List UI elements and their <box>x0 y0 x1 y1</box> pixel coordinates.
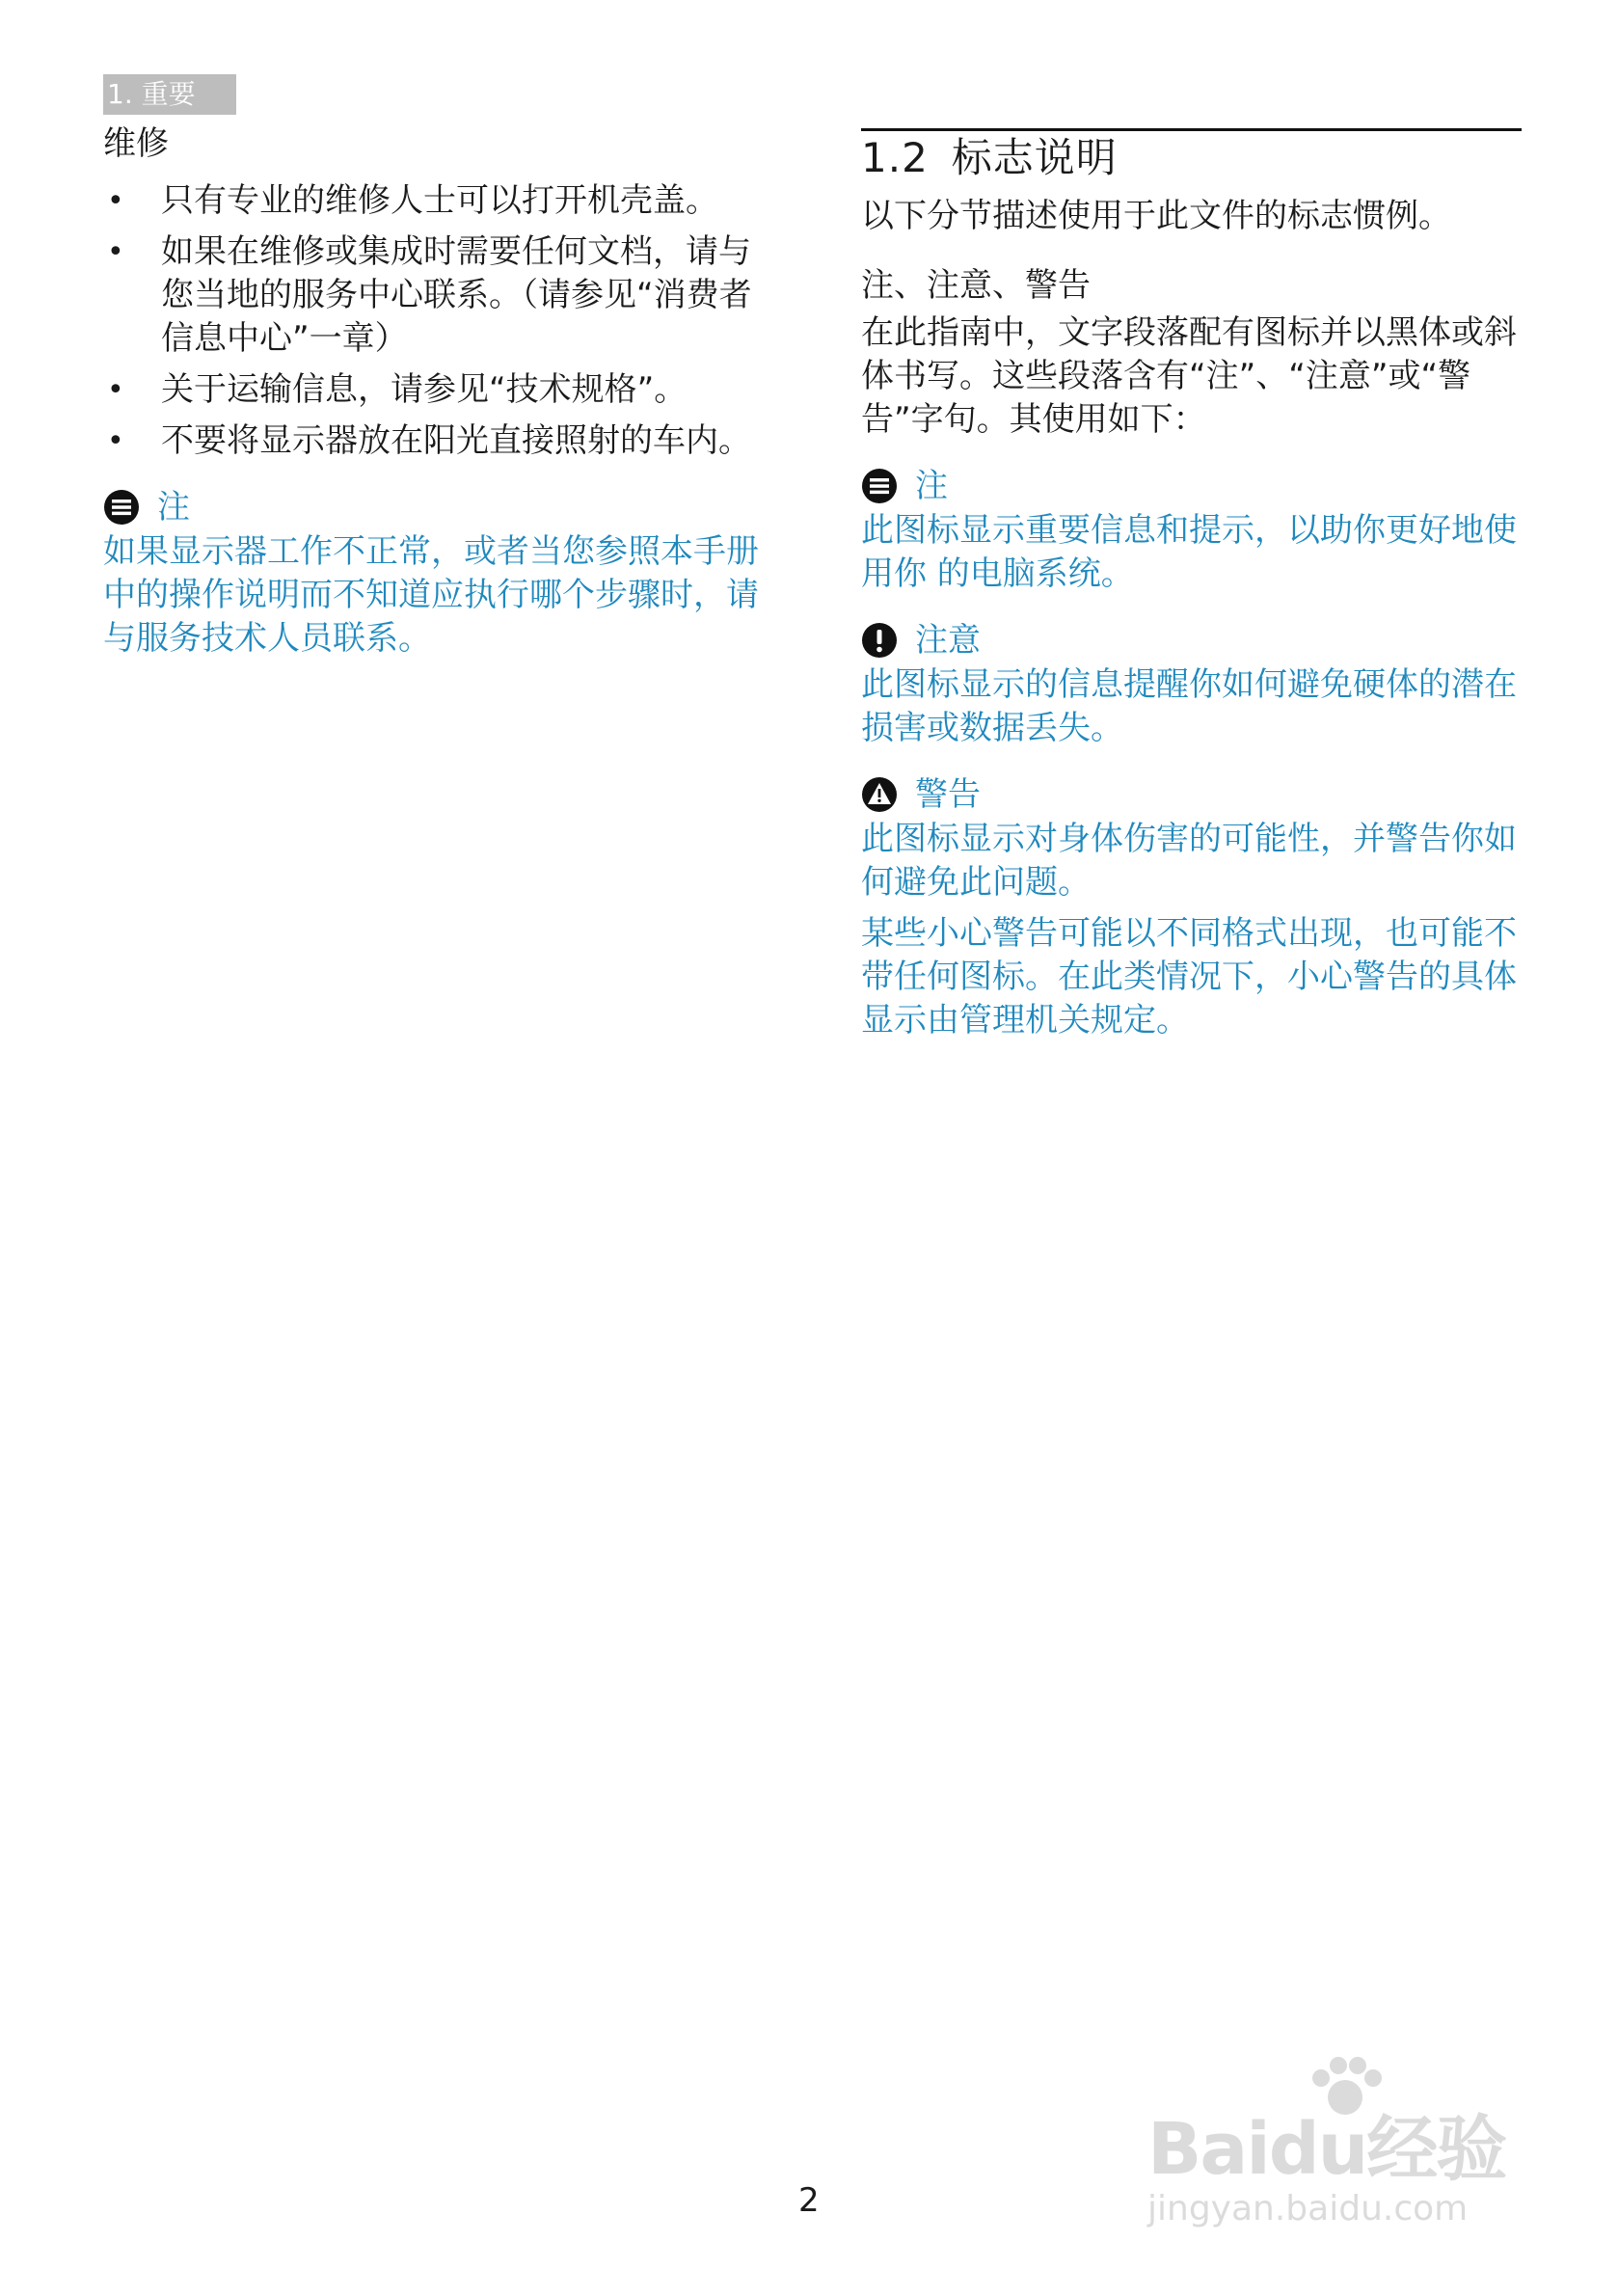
section-title <box>861 131 1522 185</box>
warning-text: 此图标显示对身体伤害的可能性，并警告你如何避免此问题。 <box>861 820 1517 902</box>
list-item: • 只有专业的维修人士可以打开机壳盖。 <box>103 179 759 223</box>
section-number: 1.2 <box>861 134 929 181</box>
convention-paragraph: 在此指南中，文字段落配有图标并以黑体或斜体书写。这些段落含有“注”、“注意”或“警告”字句。其使用如下： <box>861 313 1517 439</box>
caution-text: 此图标显示的信息提醒你如何避免硬体的潜在损害或数据丢失。 <box>861 665 1517 747</box>
section-tab: 1. 重要 <box>103 74 236 115</box>
caution-icon <box>861 622 898 659</box>
caution-heading: 注意 <box>861 617 1522 663</box>
left-note-heading: 注 <box>103 484 759 530</box>
list-item: • 如果在维修或集成时需要任何文档，请与您当地的服务中心联系。（请参见“消费者信息中心”一章） <box>107 232 752 358</box>
note-icon <box>103 489 140 526</box>
note-heading: 注 <box>861 463 1522 509</box>
watermark-logo: Baidu经验 <box>1147 2108 1506 2191</box>
left-note-text: 如果显示器工作不正常，或者当您参照本手册中的操作说明而不知道应执行哪个步骤时，请与服务技术人员联系。 <box>103 532 759 658</box>
subheading: 注、注意、警告 <box>861 266 1091 305</box>
left-column <box>103 118 759 661</box>
maintenance-list <box>103 179 759 463</box>
bullet-icon: • <box>107 373 124 407</box>
page-number: 2 <box>798 2181 820 2220</box>
right-column <box>861 131 1522 1042</box>
list-item: • 关于运输信息，请参见“技术规格”。 <box>103 368 759 412</box>
section-title-text: 标志说明 <box>951 134 1118 181</box>
warning-text-extra: 某些小心警告可能以不同格式出现，也可能不带任何图标。在此类情况下，小心警告的具体显示由管理机关规定。 <box>861 914 1517 1040</box>
bullet-icon: • <box>107 184 124 218</box>
list-item: • 不要将显示器放在阳光直接照射的车内。 <box>103 419 759 463</box>
note-text: 此图标显示重要信息和提示，以助你更好地使用你 的电脑系统。 <box>861 511 1517 593</box>
note-icon <box>861 468 898 504</box>
warning-heading: 警告 <box>861 771 1522 818</box>
bullet-icon: • <box>107 235 124 269</box>
intro-text: 以下分节描述使用于此文件的标志惯例。 <box>861 197 1451 235</box>
maintenance-heading: 维修 <box>103 124 169 163</box>
watermark <box>1147 2054 1533 2237</box>
watermark-url: jingyan.baidu.com <box>1147 2189 1469 2228</box>
bullet-icon: • <box>107 424 124 458</box>
warning-icon <box>861 776 898 813</box>
